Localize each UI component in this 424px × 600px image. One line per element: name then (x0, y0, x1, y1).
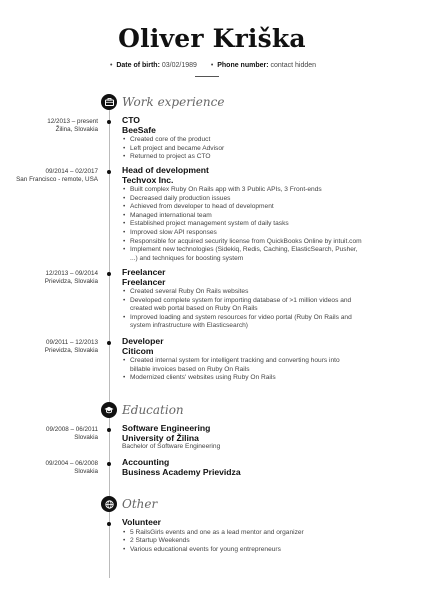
work-location: Prievidza, Slovakia (44, 347, 98, 355)
dob-value: 03/02/1989 (161, 62, 197, 69)
header-divider (195, 76, 219, 77)
other-entry (122, 518, 412, 554)
list-item-text: created web portal based on Ruby On Rails (130, 305, 258, 313)
job-title: Developer (122, 336, 164, 346)
company-name: BeeSafe (122, 124, 156, 135)
work-dates: 09/2014 – 02/2017 (45, 168, 98, 175)
list-item: • Created several Ruby On Rails websites (130, 288, 412, 297)
degree-detail: Bachelor of Software Engineering (122, 443, 221, 450)
list-item: • Various educational events for young entrepreneurs (130, 546, 412, 555)
work-dates-block (0, 168, 98, 184)
job-title: CTO (122, 115, 140, 125)
degree-title: Software Engineering (122, 423, 211, 433)
timeline-dot (107, 428, 111, 432)
list-item-text: billable invoices based on Ruby On Rails (130, 365, 250, 373)
edu-location: Slovakia (74, 468, 98, 476)
activity-title: Volunteer (122, 517, 161, 527)
list-item: • Created core of the product (130, 136, 412, 145)
work-location: San Francisco - remote, USA (16, 176, 98, 184)
school-name: Business Academy Prievidza (122, 466, 241, 477)
work-dates-block (0, 339, 98, 355)
work-location: Prievidza, Slovakia (44, 278, 98, 286)
edu-dates: 09/2008 – 06/2011 (45, 426, 98, 433)
contact-info (0, 62, 424, 69)
edu-dates-block (0, 460, 98, 476)
work-location: Žilina, Slovakia (55, 126, 98, 134)
work-dates: 12/2013 – present (47, 118, 98, 125)
job-title: Head of development (122, 165, 209, 175)
list-item: • Modernized clients' websites using Ruby On Rails (130, 374, 412, 383)
list-item: • 2 Startup Weekends (130, 537, 412, 546)
bullet-icon: • (109, 62, 113, 69)
list-item: • Built complex Ruby On Rails app with 3 Public APIs, 3 Front-ends (130, 186, 412, 195)
list-item: • Achieved from developer to head of development (130, 203, 412, 212)
company-name: Techvox Inc. (122, 174, 174, 185)
timeline-dot (107, 462, 111, 466)
work-dates: 09/2011 – 12/2013 (45, 339, 98, 346)
list-item: • Returned to project as CTO (130, 153, 412, 162)
list-item: • Implement new technologies (Sidekiq, Redis, Caching, ElasticSearch, Pusher, (130, 246, 412, 255)
phone-label: Phone number: (217, 62, 269, 69)
list-item: • 5 RailsGirls events and one as a lead mentor and organizer (130, 529, 412, 538)
globe-icon (101, 496, 117, 512)
work-entry (122, 116, 412, 162)
work-dates: 12/2013 – 09/2014 (45, 270, 98, 277)
work-dates-block (0, 270, 98, 286)
education-entry (122, 424, 412, 452)
briefcase-icon (101, 94, 117, 110)
list-item: • Developed complete system for importing database of >1 million videos and (130, 297, 412, 306)
list-item: • Established project management system of daily tasks (130, 220, 412, 229)
section-title-education: Education (122, 403, 184, 417)
education-entry (122, 458, 412, 477)
candidate-name: Oliver Kriška (118, 24, 306, 53)
dob-label: Date of birth: (116, 62, 160, 69)
list-item: • Created internal system for intelligent tracking and converting hours into (130, 357, 412, 366)
timeline-dot (107, 341, 111, 345)
graduation-cap-icon (101, 402, 117, 418)
edu-dates: 09/2004 – 06/2008 (45, 460, 98, 467)
work-entry (122, 166, 412, 263)
work-entry (122, 268, 412, 331)
list-item-continuation (130, 322, 412, 331)
list-item: • Decreased daily production issues (130, 195, 412, 204)
phone-value: contact hidden (270, 62, 317, 69)
list-item-text: system infrastructure with Elasticsearch) (130, 322, 248, 330)
bullet-icon: • (210, 62, 214, 69)
list-item: • Improved loading and system resources for video portal (Ruby On Rails and (130, 314, 412, 323)
timeline-dot (107, 170, 111, 174)
timeline-dot (107, 522, 111, 526)
job-title: Freelancer (122, 267, 166, 277)
list-item-continuation (130, 255, 412, 264)
list-item-continuation (130, 305, 412, 314)
work-entry (122, 337, 412, 383)
list-item-text: ...) and techniques for boosting system (130, 254, 244, 262)
company-name: Citicom (122, 345, 154, 356)
edu-location: Slovakia (74, 434, 98, 442)
school-name: University of Žilina (122, 432, 199, 443)
timeline-dot (107, 120, 111, 124)
edu-dates-block (0, 426, 98, 442)
list-item: • Improved slow API responses (130, 229, 412, 238)
list-item: • Responsible for acquired security license from QuickBooks Online by intuit.com (130, 238, 412, 247)
section-title-other: Other (122, 497, 158, 511)
section-title-work: Work experience (122, 95, 225, 109)
list-item: • Left project and became Advisor (130, 145, 412, 154)
company-name: Freelancer (122, 276, 166, 287)
degree-title: Accounting (122, 457, 170, 467)
list-item: • Managed international team (130, 212, 412, 221)
work-dates-block (0, 118, 98, 134)
timeline-dot (107, 272, 111, 276)
list-item-continuation (130, 366, 412, 375)
